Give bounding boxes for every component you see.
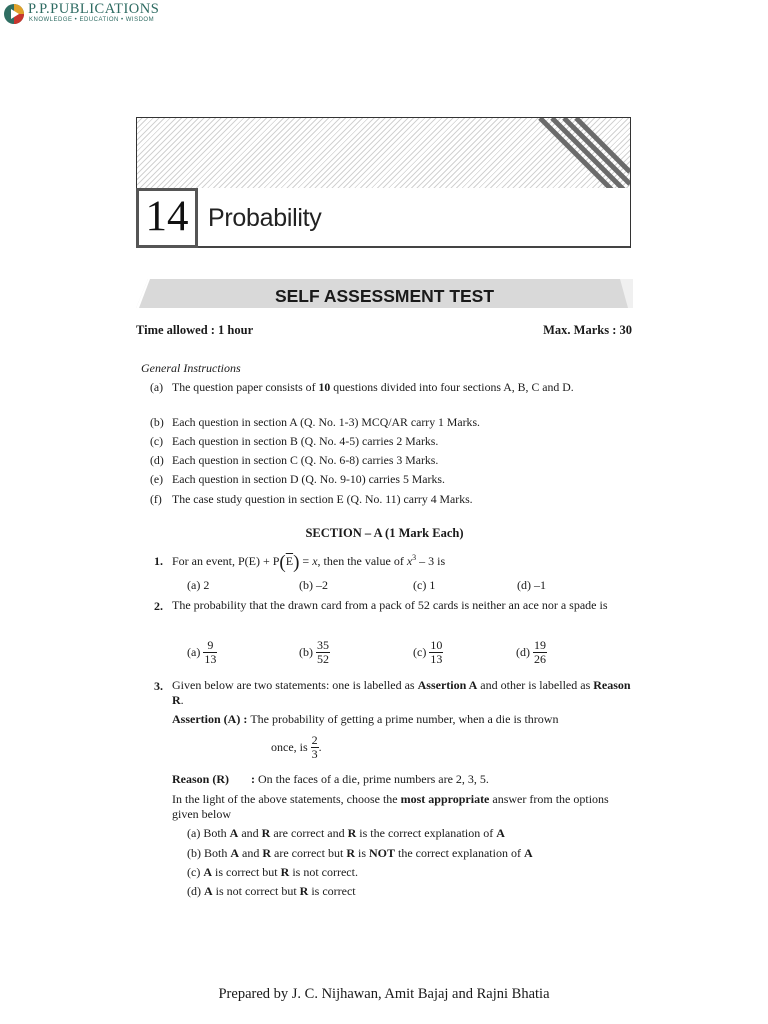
max-marks: Max. Marks : 30 [543, 323, 632, 337]
question-1-option: (a) 2 [187, 578, 210, 592]
question-1-option: (d) –1 [517, 578, 546, 592]
publisher-name: P.P.PUBLICATIONS [28, 1, 160, 17]
question-2-option: (d) $\frac{19}{26}$ [516, 638, 546, 666]
instruction-label: (b) [150, 415, 164, 429]
assertion-statement: Assertion (A) : The probability of getting a prime number, when a die is thrown [172, 712, 559, 726]
option-label: (b) [187, 846, 204, 860]
question-2-option: (a) $\frac{9}{13}$ [187, 638, 217, 666]
instruction-label: (f) [150, 492, 162, 506]
chapter-title-underline [198, 246, 630, 248]
question-1-option: (b) –2 [299, 578, 328, 592]
time-allowed: Time allowed : 1 hour [136, 323, 254, 337]
question-3-intro: Given below are two statements: one is labelled as Assertion A and other is labelled as Reason R. [172, 678, 631, 707]
fraction: $\frac{10}{13}$ [430, 638, 443, 666]
instruction-label: (a) [150, 380, 164, 394]
footer-credit: Prepared by J. C. Nijhawan, Amit Bajaj and Rajni Bhatia [218, 986, 550, 1002]
question-2-number: 2. [154, 599, 163, 613]
question-2-option: (b) $\frac{35}{52}$ [299, 638, 329, 666]
instruction-text: Each question in section D (Q. No. 9-10) carries 5 Marks. [172, 472, 445, 486]
question-1-text: For an event, $P(E) + P(\overline{E}) = x$, then the value of $x^3 - 3$ is [172, 552, 446, 573]
publisher-logo [3, 2, 173, 28]
instruction-text: Each question in section B (Q. No. 4-5) carries 2 Marks. [172, 434, 439, 448]
instruction-text: The case study question in section E (Q. No. 11) carry 4 Marks. [172, 492, 473, 506]
option-label: (a) [187, 826, 204, 840]
reason-statement: Reason (R) : On the faces of a die, prime numbers are 2, 3, 5. [172, 772, 489, 786]
chapter-title: Probability [208, 204, 322, 232]
question-3-option-b: (b) Both A and R are correct but R is NOT the correct explanation of A [187, 846, 533, 860]
fraction: $\frac{19}{26}$ [534, 638, 546, 666]
publisher-tagline: KNOWLEDGE • EDUCATION • WISDOM [29, 17, 155, 23]
test-title: SELF ASSESSMENT TEST [274, 286, 495, 306]
instruction-text: Each question in section A (Q. No. 1-3) MCQ/AR carry 1 Marks. [172, 415, 480, 429]
instruction-label: (c) [150, 434, 164, 448]
section-a-heading: SECTION – A (1 Mark Each) [305, 526, 464, 540]
question-3-option-a: (a) Both A and R are correct and R is the correct explanation of A [187, 826, 505, 840]
instruction-text: The question paper consists of 10 questions divided into four sections A, B, C and D. [172, 380, 574, 394]
question-1-number: 1. [154, 554, 163, 568]
question-3-number: 3. [154, 679, 163, 693]
fraction: $\frac{2}{3}$ [311, 733, 318, 761]
fraction: $\frac{35}{52}$ [317, 638, 329, 666]
option-label: (d) [187, 884, 204, 898]
instruction-label: (d) [150, 453, 164, 467]
option-label: (c) [187, 865, 204, 879]
instruction-text: Each question in section C (Q. No. 6-8) carries 3 Marks. [172, 453, 439, 467]
publisher-mark-icon [3, 2, 25, 26]
instruction-label: (e) [150, 472, 164, 486]
assertion-continuation: once, is $\frac{2}{3}$ . [271, 733, 322, 761]
question-3-option-c: (c) A is correct but R is not correct. [187, 865, 358, 879]
question-3-instruction: In the light of the above statements, choose the most appropriate answer from the options given below [172, 792, 609, 821]
chapter-number: 14 [136, 188, 198, 248]
question-3-option-d: (d) A is not correct but R is correct [187, 884, 356, 898]
fraction: $\frac{9}{13}$ [204, 638, 217, 666]
instructions-heading: General Instructions [141, 361, 241, 375]
question-2-option: (c) $\frac{10}{13}$ [413, 638, 443, 666]
question-2-text: The probability that the drawn card from a pack of 52 cards is neither an ace nor a spade is [172, 598, 608, 612]
question-1-option: (c) 1 [413, 578, 436, 592]
